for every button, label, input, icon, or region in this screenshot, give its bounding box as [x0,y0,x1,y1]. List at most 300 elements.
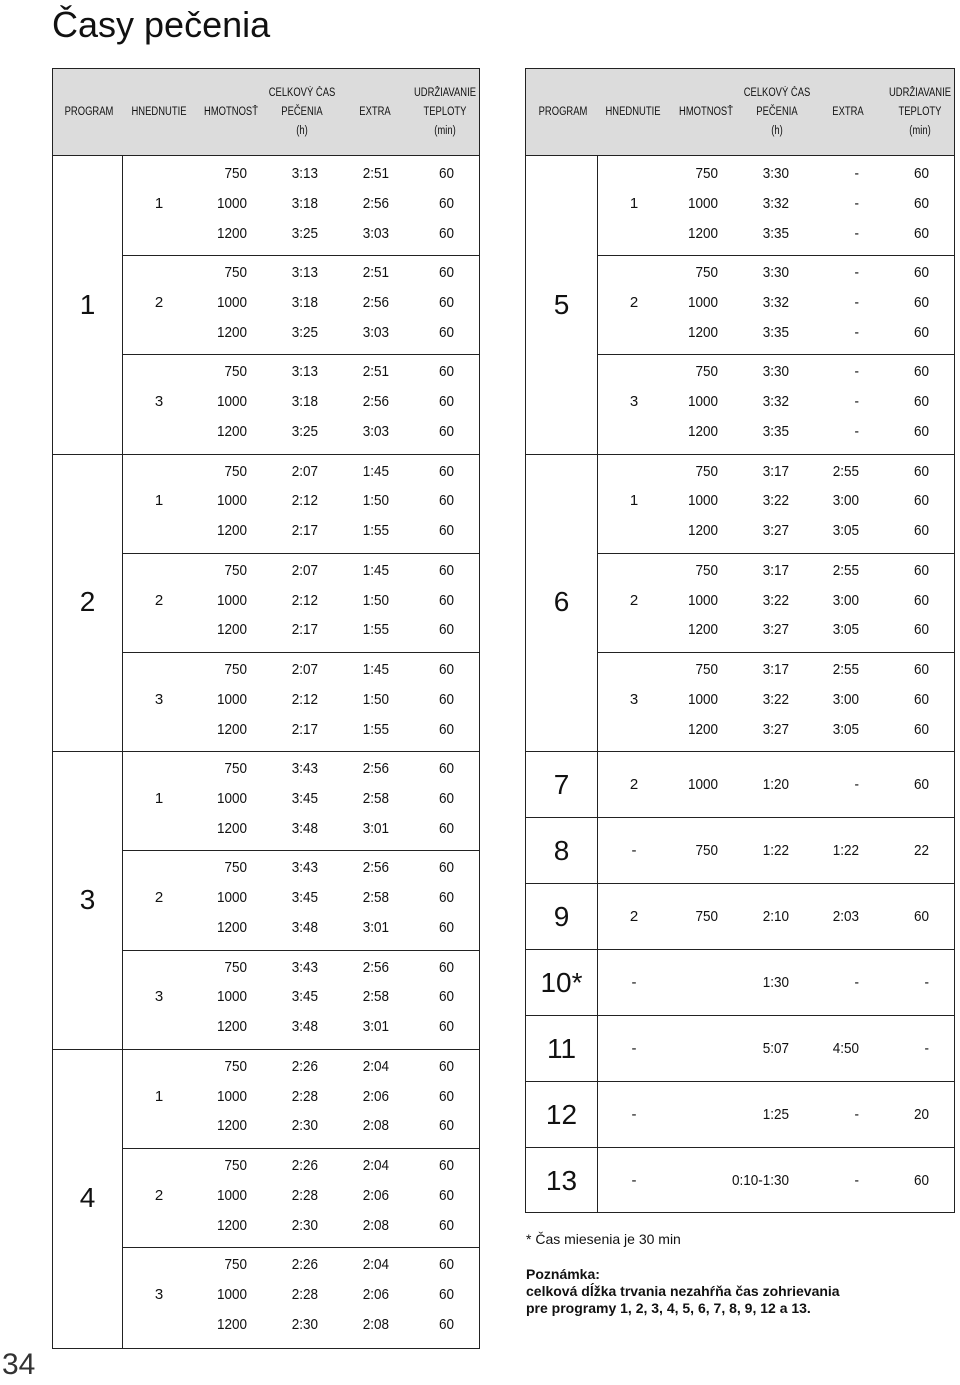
table-cell-total: 3:17 [762,661,789,678]
table-cell-weight [646,1106,718,1124]
table-cell-weight: 750 [224,958,247,976]
table-cell-keepwarm: 60 [438,591,454,609]
table-cell-weight: 750 [695,165,718,182]
table-cell-keepwarm: 60 [438,264,454,282]
table-cell-total: 1:30 [762,973,789,991]
header-label: HMOTNOSŤ [204,105,258,118]
table-cell-keepwarm: 60 [913,423,929,440]
table-cell-total: 2:30 [291,1117,318,1135]
table-cell-total: 3:43 [291,760,318,778]
table-cell-total: 2:30 [291,1216,318,1234]
table-cell-extra: 4:50 [832,1039,859,1057]
group-divider [122,255,480,256]
table-cell-weight: 1000 [687,492,718,510]
group-divider [122,1247,480,1248]
header-label: CELKOVÝ ČAS [743,86,811,99]
table-cell-total: 3:25 [291,323,318,341]
table-cell-keepwarm: 60 [438,492,454,510]
table-cell-weight: 1000 [687,393,718,411]
table-cell-keepwarm: 60 [438,661,454,678]
table-cell-keepwarm: 60 [438,1117,454,1135]
table-cell-weight: 1000 [687,294,718,311]
table-cell-weight: 750 [224,462,247,480]
table-cell-weight: 1000 [216,591,247,609]
table-cell-weight: 750 [695,561,718,579]
table-cell-weight: 1000 [687,776,718,794]
group-divider [122,850,480,851]
header-cell [408,69,482,155]
header-cell [526,69,600,155]
table-cell-extra: 2:08 [362,1117,389,1135]
table-cell-extra: 1:45 [362,661,389,678]
table-cell-extra: 3:03 [362,323,389,341]
table-cell-weight: 750 [224,661,247,678]
right-baking-table [525,68,955,1213]
table-cell-keepwarm: 22 [913,842,929,860]
table-cell-extra: 1:55 [362,720,389,738]
table-cell-weight: 1200 [216,323,247,341]
table-cell-total: 2:28 [291,1087,318,1105]
table-cell-total: 3:32 [762,294,789,311]
table-cell-weight [646,1172,718,1190]
table-cell-weight: 1200 [216,621,247,639]
table-cell-extra: - [854,423,859,440]
table-cell-total: 1:20 [762,776,789,794]
table-cell-keepwarm: 60 [913,462,929,480]
table-cell-weight: 1000 [216,889,247,907]
table-cell-total: 3:32 [762,194,789,212]
table-cell-extra: 2:03 [832,907,859,925]
table-cell-keepwarm: 60 [438,621,454,639]
header-cell [122,69,196,155]
table-cell-weight: 750 [224,1256,247,1274]
browning-value: - [631,1039,637,1057]
table-cell-total: 3:48 [291,819,318,837]
table-cell-total: 3:27 [762,720,789,738]
table-cell-total: 3:43 [291,859,318,877]
program-divider [526,949,955,950]
table-cell-total: 3:22 [762,690,789,708]
table-cell-total: 3:25 [291,224,318,242]
table-cell-keepwarm: 60 [438,988,454,1006]
table-cell-keepwarm: 60 [438,363,454,381]
browning-value: 2 [154,1186,164,1204]
header-cell [883,69,957,155]
header-label: HNEDNUTIE [131,105,187,118]
table-cell-extra: 3:01 [362,819,389,837]
table-cell-extra: 3:00 [832,690,859,708]
header-label: EXTRA [359,105,391,118]
table-cell-keepwarm: 60 [438,1186,454,1204]
table-cell-extra: 2:55 [832,462,859,480]
browning-value: 3 [629,690,639,708]
table-cell-extra: 3:03 [362,423,389,440]
table-cell-total: 3:27 [762,621,789,639]
program-value: 11 [546,1032,577,1064]
header-label: PEČENIA [756,105,798,118]
table-cell-total: 2:17 [291,720,318,738]
table-cell-weight: 1200 [216,1216,247,1234]
table-cell-extra: 3:05 [832,621,859,639]
table-cell-extra: 2:56 [362,958,389,976]
table-cell-extra: - [854,264,859,282]
table-cell-total: 2:07 [291,462,318,480]
table-cell-extra: 3:05 [832,522,859,540]
table-cell-total: 3:30 [762,165,789,182]
table-cell-extra: 2:06 [362,1186,389,1204]
table-cell-keepwarm: 60 [913,165,929,182]
table-cell-keepwarm: 60 [913,264,929,282]
table-cell-extra: 1:50 [362,690,389,708]
header-label: HNEDNUTIE [605,105,661,118]
table-cell-total: 3:25 [291,423,318,440]
table-cell-extra: 3:05 [832,720,859,738]
header-cell [596,69,670,155]
table-cell-total: 3:22 [762,591,789,609]
table-cell-extra: 2:56 [362,194,389,212]
table-cell-extra: 2:56 [362,859,389,877]
table-cell-extra: 2:04 [362,1157,389,1174]
table-cell-extra: 2:58 [362,889,389,907]
note-text-line-1: celková dĺžka trvania nezahŕňa čas zohrievania [526,1283,840,1299]
program-divider [53,1049,480,1050]
table-cell-weight: 750 [695,462,718,480]
header-label: (min) [909,124,931,137]
table-cell-keepwarm: 60 [913,224,929,242]
program-value: 9 [553,900,570,932]
group-divider [122,1148,480,1149]
table-cell-total: 3:35 [762,423,789,440]
table-cell-keepwarm: 60 [438,958,454,976]
table-cell-keepwarm: 60 [438,194,454,212]
table-cell-extra: - [854,224,859,242]
table-cell-keepwarm: 60 [438,819,454,837]
table-cell-keepwarm: 60 [438,561,454,579]
browning-value: 3 [629,393,639,411]
table-cell-keepwarm: 60 [913,907,929,925]
table-cell-extra: 1:45 [362,462,389,480]
table-cell-weight: 1000 [216,194,247,212]
browning-value: 1 [154,1087,164,1105]
table-cell-keepwarm: 60 [438,294,454,311]
table-header [52,68,480,156]
browning-value: 1 [629,492,639,510]
table-cell-keepwarm: 60 [438,423,454,440]
table-cell-keepwarm: 60 [438,522,454,540]
table-cell-extra: - [854,165,859,182]
table-cell-keepwarm: 60 [913,363,929,381]
table-header [525,68,955,156]
table-cell-keepwarm: 60 [438,720,454,738]
table-cell-extra: - [854,1171,859,1189]
table-body [52,156,480,1349]
table-cell-weight: 750 [224,1057,247,1075]
table-cell-keepwarm: 60 [438,165,454,182]
table-cell-weight: 750 [695,907,718,925]
table-cell-weight: 1000 [687,690,718,708]
browning-value: - [631,842,637,860]
header-cell [265,69,339,155]
table-cell-total: 2:26 [291,1157,318,1174]
table-cell-extra: 2:56 [362,393,389,411]
table-cell-weight: 1000 [216,1286,247,1303]
table-cell-keepwarm: 60 [438,1216,454,1234]
table-cell-extra: 1:45 [362,561,389,579]
header-cell [52,69,126,155]
table-cell-total: 2:12 [291,690,318,708]
program-value: 10* [540,966,583,998]
header-label: CELKOVÝ ČAS [268,86,336,99]
table-cell-weight: 1000 [687,194,718,212]
table-cell-keepwarm: 60 [913,776,929,794]
header-cell [194,69,268,155]
header-label: TEPLOTY [898,105,942,118]
column-divider [597,156,598,1212]
program-value: 6 [553,586,570,618]
table-cell-extra: 2:51 [362,264,389,282]
table-cell-keepwarm: 60 [438,1057,454,1075]
table-cell-total: 2:07 [291,561,318,579]
group-divider [597,553,955,554]
header-cell [740,69,814,155]
header-label: EXTRA [832,105,864,118]
table-cell-extra: 2:51 [362,165,389,182]
header-label: PEČENIA [281,105,323,118]
table-cell-keepwarm: 60 [913,561,929,579]
table-cell-keepwarm: 60 [438,1157,454,1174]
browning-value: 2 [629,907,639,925]
table-cell-keepwarm: 60 [913,1171,929,1189]
table-cell-total: 3:48 [291,1018,318,1036]
table-cell-total: 3:17 [762,561,789,579]
footnote: * Čas miesenia je 30 min [526,1231,681,1247]
table-cell-weight: 1200 [687,423,718,440]
table-cell-weight: 1200 [216,919,247,936]
table-cell-total: 2:17 [291,522,318,540]
table-cell-keepwarm: 60 [438,1315,454,1333]
program-value: 1 [79,288,96,320]
browning-value: 1 [629,194,639,212]
table-cell-weight: 1200 [687,323,718,341]
header-label: (min) [434,124,456,137]
browning-value: 3 [154,690,164,708]
table-cell-weight: 1200 [216,224,247,242]
table-cell-weight: 1000 [216,294,247,311]
browning-value: 3 [154,393,164,411]
table-cell-extra: 2:58 [362,988,389,1006]
program-divider [526,1081,955,1082]
program-divider [53,751,480,752]
table-cell-total: 3:30 [762,363,789,381]
table-cell-weight [646,974,718,992]
table-cell-weight: 750 [224,165,247,182]
browning-value: 3 [154,1286,164,1303]
table-cell-total: 3:43 [291,958,318,976]
table-cell-weight: 750 [224,760,247,778]
header-label: HMOTNOSŤ [679,105,733,118]
table-cell-weight: 1000 [216,1186,247,1204]
table-cell-total: 3:35 [762,224,789,242]
browning-value: 2 [154,294,164,311]
table-cell-weight: 1200 [216,423,247,440]
program-divider [526,1147,955,1148]
browning-value: 1 [154,790,164,807]
table-cell-total: 3:30 [762,264,789,282]
table-cell-total: 3:48 [291,919,318,936]
browning-value: 2 [629,294,639,311]
program-value: 4 [79,1181,96,1213]
table-cell-weight: 750 [224,264,247,282]
table-cell-weight: 750 [224,859,247,877]
table-cell-keepwarm: 60 [438,919,454,936]
table-cell-weight: 1000 [216,988,247,1006]
table-cell-weight: 750 [224,561,247,579]
note-label: Poznámka: [526,1266,600,1282]
group-divider [122,354,480,355]
table-cell-extra: 2:55 [832,561,859,579]
table-cell-weight: 1200 [687,720,718,738]
browning-value: - [631,1105,637,1123]
table-cell-keepwarm: 60 [913,522,929,540]
table-cell-extra: - [854,393,859,411]
group-divider [122,553,480,554]
table-cell-weight: 1000 [216,492,247,510]
browning-value: 1 [154,194,164,212]
browning-value: 2 [154,889,164,907]
table-cell-total: 3:13 [291,363,318,381]
table-cell-total: 2:07 [291,661,318,678]
table-cell-extra: - [854,323,859,341]
table-cell-keepwarm: 60 [913,492,929,510]
table-cell-extra: - [854,1105,859,1123]
table-cell-extra: - [854,776,859,794]
table-cell-total: 3:45 [291,790,318,807]
table-cell-total: 2:12 [291,591,318,609]
table-cell-total: 3:13 [291,165,318,182]
table-cell-total: 0:10-1:30 [731,1171,789,1189]
table-cell-keepwarm: 20 [913,1105,929,1123]
program-divider [526,817,955,818]
table-cell-extra: 1:50 [362,492,389,510]
table-cell-keepwarm: 60 [913,690,929,708]
table-cell-extra: 2:58 [362,790,389,807]
table-cell-extra: 3:01 [362,919,389,936]
table-cell-keepwarm: 60 [438,323,454,341]
table-cell-total: 2:10 [762,907,789,925]
table-cell-extra: 2:56 [362,760,389,778]
table-cell-total: 2:26 [291,1057,318,1075]
header-cell [811,69,885,155]
table-cell-extra: 1:55 [362,621,389,639]
group-divider [597,354,955,355]
table-cell-keepwarm: 60 [913,661,929,678]
table-cell-extra: 3:00 [832,591,859,609]
table-cell-keepwarm: 60 [438,462,454,480]
table-cell-total: 3:18 [291,194,318,212]
table-cell-weight: 1200 [216,522,247,540]
table-cell-extra: 1:22 [832,842,859,860]
browning-value: - [631,973,637,991]
table-cell-weight: 1200 [216,720,247,738]
table-cell-total: 3:27 [762,522,789,540]
table-cell-keepwarm: 60 [438,1256,454,1274]
browning-value: - [631,1171,637,1189]
table-cell-keepwarm: 60 [913,393,929,411]
browning-value: 1 [154,492,164,510]
group-divider [122,950,480,951]
table-cell-keepwarm: 60 [438,224,454,242]
table-cell-total: 3:45 [291,889,318,907]
table-cell-total: 3:17 [762,462,789,480]
table-cell-weight: 750 [224,363,247,381]
table-cell-weight: 1200 [216,1315,247,1333]
table-cell-extra: - [854,194,859,212]
table-cell-weight: 1200 [216,1018,247,1036]
table-cell-weight: 1200 [687,522,718,540]
program-value: 3 [79,884,96,915]
table-cell-weight: 750 [695,842,718,860]
table-cell-keepwarm: 60 [438,1286,454,1303]
table-cell-keepwarm: 60 [438,790,454,807]
table-cell-total: 1:25 [762,1105,789,1123]
table-cell-weight: 750 [695,661,718,678]
page-number: 34 [2,1348,36,1381]
table-cell-weight: 750 [224,1157,247,1174]
table-cell-extra: - [854,294,859,311]
browning-value: 3 [154,988,164,1006]
left-baking-table [52,68,480,1349]
table-cell-total: 3:35 [762,323,789,341]
table-cell-extra: 2:08 [362,1216,389,1234]
table-cell-extra: 3:00 [832,492,859,510]
program-value: 2 [79,586,96,618]
table-cell-extra: - [854,363,859,381]
group-divider [597,652,955,653]
browning-value: 2 [154,591,164,609]
header-label: PROGRAM [64,105,114,118]
table-cell-weight: 1200 [687,621,718,639]
table-cell-extra: 2:08 [362,1315,389,1333]
table-cell-weight: 1000 [216,790,247,807]
program-value: 13 [545,1164,578,1196]
group-divider [597,255,955,256]
table-cell-extra: 2:56 [362,294,389,311]
program-divider [53,454,480,455]
table-cell-total: 2:28 [291,1286,318,1303]
table-cell-keepwarm: 60 [438,1018,454,1036]
table-cell-keepwarm: 60 [913,323,929,341]
table-cell-weight: 1200 [216,819,247,837]
table-cell-extra: 2:55 [832,661,859,678]
header-label: (h) [296,124,308,137]
table-cell-keepwarm: 60 [438,859,454,877]
group-divider [122,652,480,653]
table-cell-weight: 1000 [687,591,718,609]
table-cell-extra: 2:04 [362,1256,389,1274]
table-cell-extra: 1:50 [362,591,389,609]
header-label: PROGRAM [538,105,588,118]
header-label: UDRŽIAVANIE [413,86,476,99]
page-title: Časy pečenia [52,4,271,45]
table-cell-keepwarm: 60 [438,690,454,708]
table-cell-total: 2:30 [291,1315,318,1333]
table-cell-keepwarm: 60 [913,621,929,639]
table-cell-total: 3:13 [291,264,318,282]
header-label: (h) [771,124,783,137]
table-cell-extra: - [854,973,859,991]
program-value: 12 [545,1098,578,1130]
table-cell-keepwarm: - [924,973,929,991]
